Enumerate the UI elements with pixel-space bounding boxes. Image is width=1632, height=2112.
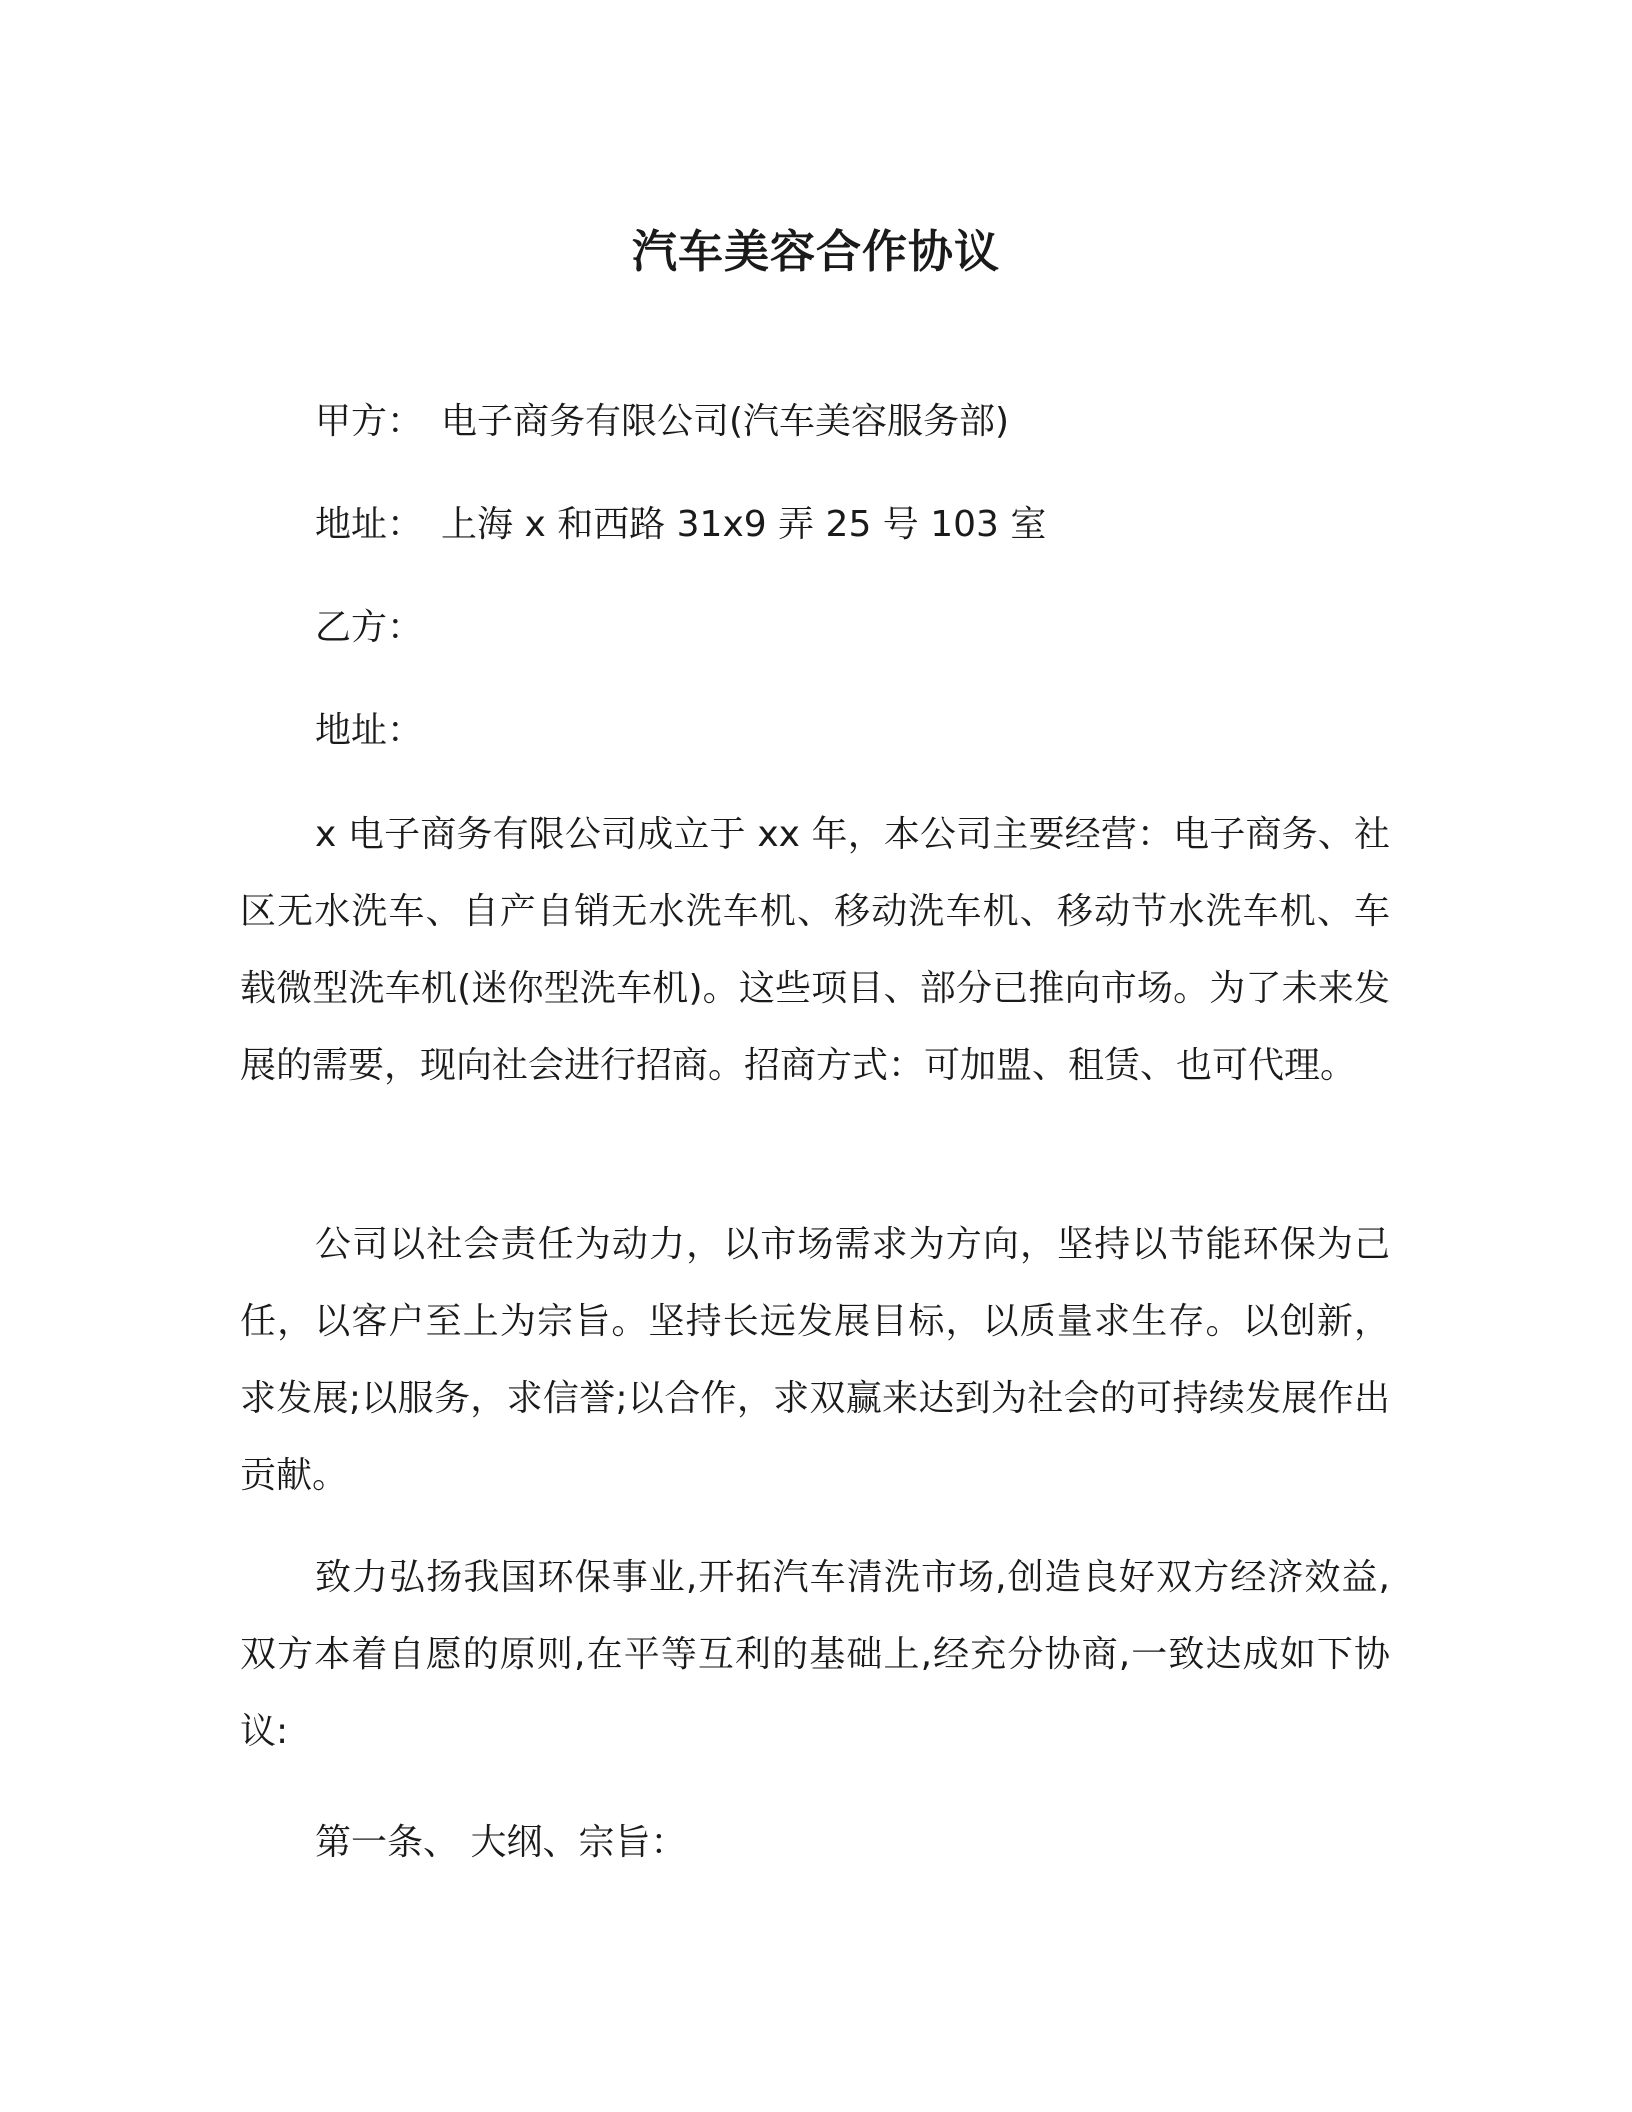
article-1-heading: 第一条、 大纲、宗旨：	[315, 1822, 687, 1863]
document-title: 汽车美容合作协议	[631, 225, 1000, 278]
party-b-address-line	[315, 706, 441, 756]
agreement-preamble-paragraph: 致力弘扬我国环保事业,开拓汽车清洗市场,创造良好双方经济效益,双方本着自愿的原则,在平等互利的基础上,经充分协商,一致达成如下协议:	[240, 1557, 1390, 1752]
company-philosophy-paragraph: 公司以社会责任为动力，以市场需求为方向，坚持以节能环保为己任，以客户至上为宗旨。坚持长远发展目标，以质量求生存。以创新，求发展;以服务，求信誉;以合作，求双赢来达到为社会的可持续发展作出贡献。	[240, 1224, 1390, 1496]
party-a-address-label: 地址：	[315, 504, 424, 545]
party-b-line	[315, 603, 441, 653]
party-a-value: 电子商务有限公司(汽车美容服务部)	[441, 401, 1010, 442]
party-a-line	[315, 397, 1009, 447]
party-a-label: 甲方：	[315, 401, 424, 442]
intro-paragraph: x 电子商务有限公司成立于 xx 年，本公司主要经营：电子商务、社区无水洗车、自产自销无水洗车机、移动洗车机、移动节水洗车机、车载微型洗车机(迷你型洗车机)。这些项目、部分已推向市场。为了未来发展的需要，现向社会进行招商。招商方式：可加盟、租赁、也可代理。	[240, 814, 1390, 1086]
party-b-label: 乙方：	[315, 607, 424, 648]
party-a-address-value: 上海 x 和西路 31x9 弄 25 号 103 室	[441, 504, 1047, 545]
party-a-address-line	[315, 500, 1046, 550]
party-b-address-label: 地址：	[315, 710, 424, 751]
